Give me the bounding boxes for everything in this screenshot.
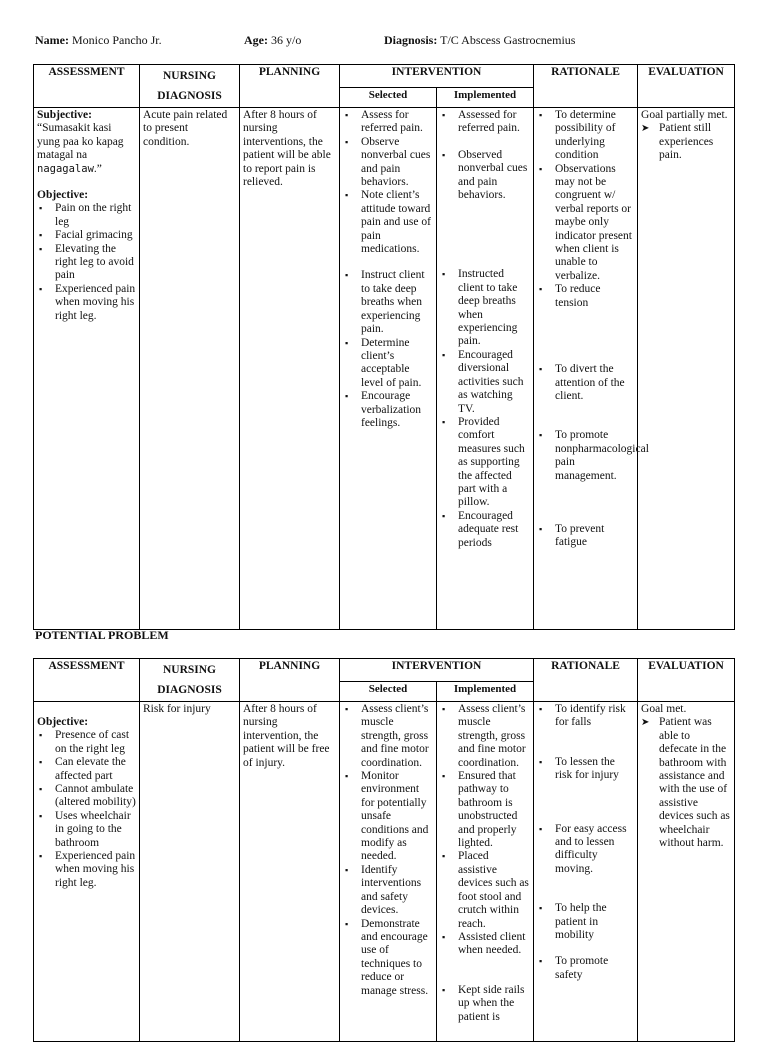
list-item: ▪ To promote safety [537, 955, 634, 982]
rationale-cell [534, 702, 638, 1042]
list-item: ➤ Patient still experiences pain. [641, 122, 731, 162]
patient-name: Name: Monico Pancho Jr. [35, 33, 162, 47]
header-assessment: ASSESSMENT [34, 659, 140, 702]
list-item: ▪ Instruct client to take deep breaths when experiencing pain. [343, 269, 433, 336]
nursing-diagnosis-cell: Risk for injury [140, 702, 240, 1042]
list-item: ▪ Experienced pain when moving his right leg. [37, 283, 136, 323]
header-selected: Selected [340, 681, 437, 701]
header-selected: Selected [340, 87, 437, 107]
list-item: ▪ To identify risk for falls [537, 703, 634, 730]
list-item: ▪ Assessed for referred pain. [440, 109, 530, 136]
objective-label: Objective: [37, 716, 89, 728]
list-item: ▪ To determine possibility of underlying condition [537, 109, 634, 163]
list-item: ▪ Provided comfort measures such as supporting the affected part with a pillow. [440, 416, 530, 510]
assessment-cell [34, 108, 140, 630]
evaluation-cell [638, 108, 735, 630]
objective-label: Objective: [37, 189, 89, 202]
list-item: ▪ Encourage verbalization feelings. [343, 390, 433, 430]
list-item: ▪ Pain on the right leg [37, 202, 136, 229]
assessment-cell [34, 702, 140, 1042]
section-title: POTENTIAL PROBLEM [35, 628, 169, 642]
implemented-interventions-cell [437, 702, 534, 1042]
header-planning: PLANNING [240, 65, 340, 108]
list-item: ▪ Observe nonverbal cues and pain behaviors. [343, 136, 433, 190]
header-intervention: INTERVENTION [340, 659, 534, 682]
rationale-cell [534, 108, 649, 630]
list-item: ▪ Kept side rails up when the patient is [440, 984, 530, 1024]
header-rationale: RATIONALE [534, 659, 638, 702]
header-nursing-diagnosis: NURSING DIAGNOSIS [140, 65, 240, 108]
evaluation-status: Goal partially met. [641, 109, 728, 121]
list-item: ▪ To help the patient in mobility [537, 902, 634, 942]
list-item: ▪ Experienced pain when moving his right leg. [37, 850, 136, 890]
list-item: ▪ To divert the attention of the client. [537, 363, 634, 403]
list-item: ▪ To prevent fatigue [537, 523, 634, 550]
list-item: ▪ For easy access and to lessen difficulty moving. [537, 823, 634, 877]
list-item: ▪ Assess for referred pain. [343, 109, 433, 136]
header-evaluation: EVALUATION [638, 65, 735, 108]
list-item: ▪ Assess client’s muscle strength, gross and fine motor coordination. [440, 703, 530, 770]
subjective-quote: “Sumasakit kasi yung paa ko kapag matagal na nagagalaw.” [37, 122, 124, 175]
header-planning: PLANNING [240, 659, 340, 702]
list-item: ▪ Identify interventions and safety devices. [343, 864, 433, 918]
objective-list [37, 729, 136, 890]
care-plan-table-acute-pain [33, 64, 735, 630]
list-item: ▪ Observed nonverbal cues and pain behaviors. [440, 149, 530, 203]
header-rationale: RATIONALE [534, 65, 638, 108]
list-item: ▪ Assess client’s muscle strength, gross and fine motor coordination. [343, 703, 433, 770]
list-item: ▪ Assisted client when needed. [440, 931, 530, 958]
subjective-label: Subjective: [37, 109, 92, 121]
header-intervention: INTERVENTION [340, 65, 534, 88]
nursing-diagnosis-cell: Acute pain related to present condition. [140, 108, 240, 630]
header-assessment: ASSESSMENT [34, 65, 140, 108]
list-item: ▪ Instructed client to take deep breaths when experiencing pain. [440, 268, 530, 348]
list-item: ▪ Note client’s attitude toward pain and use of pain medications. [343, 189, 433, 256]
planning-cell: After 8 hours of nursing intervention, the patient will be free of injury. [240, 702, 340, 1042]
list-item: ▪ To promote nonpharmacological pain management. [537, 429, 634, 483]
list-item: ▪ Observations may not be congruent w/ verbal reports or maybe only indicator present when client is unable to verbalize. [537, 163, 634, 284]
header-nursing-diagnosis: NURSING DIAGNOSIS [140, 659, 240, 702]
list-item: ▪ Ensured that pathway to bathroom is unobstructed and properly lighted. [440, 770, 530, 850]
selected-interventions-cell [340, 108, 437, 630]
list-item: ▪ Determine client’s acceptable level of pain. [343, 337, 433, 391]
evaluation-status: Goal met. [641, 703, 687, 715]
list-item: ▪ To reduce tension [537, 283, 634, 310]
header-implemented: Implemented [437, 681, 534, 701]
patient-age: Age: 36 y/o [244, 33, 302, 47]
list-item: ▪ Presence of cast on the right leg [37, 729, 136, 756]
patient-diagnosis: Diagnosis: T/C Abscess Gastrocnemius [384, 33, 576, 47]
planning-cell: After 8 hours of nursing interventions, the patient will be able to report pain is relieved. [240, 108, 340, 630]
objective-list [37, 202, 136, 323]
list-item: ▪ Uses wheelchair in going to the bathroom [37, 810, 136, 850]
list-item: ▪ Monitor environment for potentially unsafe conditions and modify as needed. [343, 770, 433, 864]
list-item: ➤ Patient was able to defecate in the bathroom with assistance and with the use of assistive devices such as wheelchair without harm. [641, 716, 731, 850]
header-implemented: Implemented [437, 87, 534, 107]
list-item: ▪ Encouraged diversional activities such as watching TV. [440, 349, 530, 416]
list-item: ▪ To lessen the risk for injury [537, 756, 634, 783]
selected-interventions-cell [340, 702, 437, 1042]
list-item: ▪ Demonstrate and encourage use of techniques to reduce or manage stress. [343, 918, 433, 998]
list-item: ▪ Can elevate the affected part [37, 756, 136, 783]
list-item: ▪ Facial grimacing [37, 229, 136, 242]
list-item: ▪ Elevating the right leg to avoid pain [37, 243, 136, 283]
evaluation-cell [638, 702, 735, 1042]
header-evaluation: EVALUATION [638, 659, 735, 702]
list-item: ▪ Placed assistive devices such as foot stool and crutch within reach. [440, 850, 530, 930]
list-item: ▪ Cannot ambulate (altered mobility) [37, 783, 136, 810]
care-plan-table-risk-for-injury [33, 658, 735, 1042]
implemented-interventions-cell [437, 108, 534, 630]
list-item: ▪ Encouraged adequate rest periods [440, 510, 530, 550]
